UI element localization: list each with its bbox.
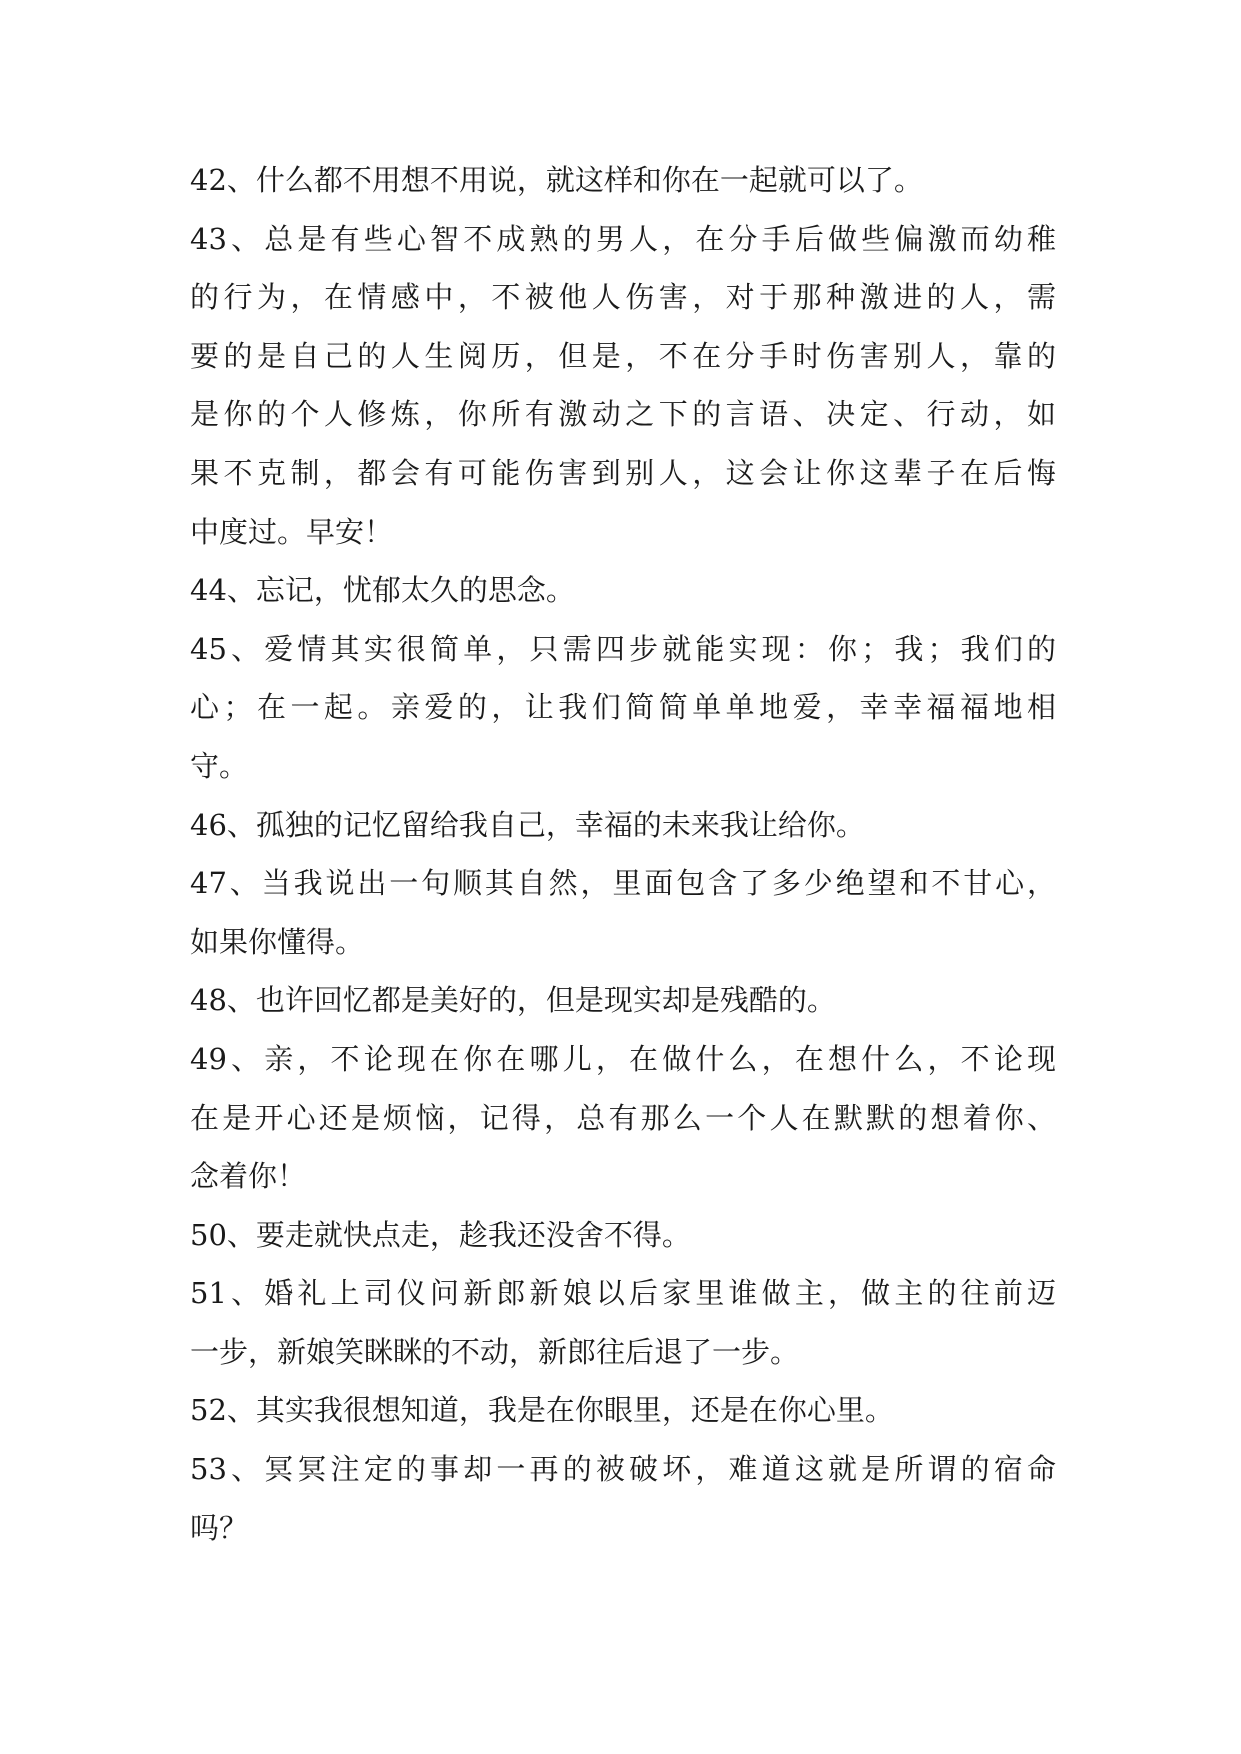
text-line: 42、什么都不用想不用说，就这样和你在一起就可以了。 [190, 163, 923, 197]
text-line: 果不克制，都会有可能伤害到别人，这会让你这辈子在后悔 [190, 455, 1056, 490]
text-line: 51、婚礼上司仪问新郎新娘以后家里谁做主，做主的往前迈 [190, 1276, 1056, 1311]
text-line: 52、其实我很想知道，我是在你眼里，还是在你心里。 [190, 1393, 894, 1428]
text-line: 47、当我说出一句顺其自然，里面包含了多少绝望和不甘心， [190, 866, 1056, 901]
text-line: 吗？ [190, 1510, 249, 1545]
text-line: 是你的个人修炼，你所有激动之下的言语、决定、行动，如 [190, 397, 1056, 432]
text-line: 46、孤独的记忆留给我自己，幸福的未来我让给你。 [190, 807, 865, 842]
text-line: 的行为，在情感中，不被他人伤害，对于那种激进的人，需 [190, 280, 1056, 315]
document-body [190, 151, 1056, 1557]
text-line: 一步，新娘笑眯眯的不动，新郎往后退了一步。 [190, 1334, 800, 1369]
text-line: 中度过。早安！ [190, 514, 394, 549]
text-line: 要的是自己的人生阅历，但是，不在分手时伤害别人，靠的 [190, 338, 1056, 373]
text-line: 49、亲，不论现在你在哪儿，在做什么，在想什么，不论现 [190, 1041, 1056, 1076]
text-line: 43、总是有些心智不成熟的男人，在分手后做些偏激而幼稚 [190, 221, 1056, 256]
text-line: 如果你懂得。 [190, 924, 365, 959]
text-line: 在是开心还是烦恼，记得，总有那么一个人在默默的想着你、 [190, 1100, 1056, 1135]
text-line: 48、也许回忆都是美好的，但是现实却是残酷的。 [190, 983, 836, 1018]
text-line: 45、爱情其实很简单，只需四步就能实现：你；我；我们的 [190, 631, 1056, 666]
text-line: 44、忘记，忧郁太久的思念。 [190, 573, 575, 608]
text-line: 心；在一起。亲爱的，让我们简简单单地爱，幸幸福福地相 [190, 690, 1056, 725]
text-line: 念着你！ [190, 1159, 307, 1194]
text-line: 53、冥冥注定的事却一再的被破坏，难道这就是所谓的宿命 [190, 1452, 1056, 1487]
text-line: 50、要走就快点走，趁我还没舍不得。 [190, 1217, 691, 1252]
text-line: 守。 [190, 748, 249, 783]
